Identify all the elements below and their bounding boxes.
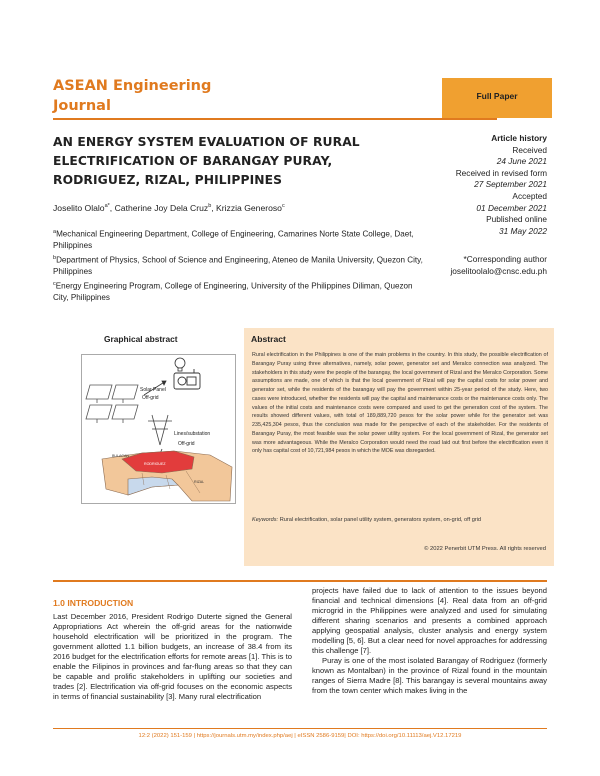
journal-name-line1: ASEAN Engineering — [53, 78, 212, 94]
graphical-abstract-svg — [82, 355, 235, 503]
published-date: 31 May 2022 — [499, 225, 547, 236]
ga-label-offgrid: Off-grid — [142, 395, 159, 401]
article-history — [420, 133, 547, 237]
abstract-heading: Abstract — [251, 334, 286, 344]
graphical-abstract-figure — [81, 354, 236, 504]
corresponding-label: *Corresponding author — [463, 254, 547, 264]
copyright-notice: © 2022 Penerbit UTM Press. All rights reserved — [424, 546, 546, 552]
author-sup: b — [208, 203, 212, 210]
affiliation-sup: b — [53, 255, 57, 261]
graphical-abstract-heading: Graphical abstract — [104, 334, 178, 344]
author-sup: c — [281, 203, 285, 210]
affiliation-b — [53, 253, 423, 278]
received-date: 24 June 2021 — [496, 156, 547, 167]
affiliation-a — [53, 227, 423, 252]
article-title: AN ENERGY SYSTEM EVALUATION OF RURAL ELECTRIFICATION OF BARANGAY PURAY, RODRIGUEZ, RIZAL, PHILIPPINES — [53, 135, 360, 187]
author-sup: a* — [104, 203, 110, 210]
generator-icon — [174, 369, 200, 389]
header-divider — [53, 118, 497, 120]
revised-date: 27 September 2021 — [474, 179, 547, 190]
affiliation-c — [53, 279, 423, 304]
paragraph: projects have failed due to lack of attention to the issues beyond financial and technical dimensions [4]. Real data from an off-grid microgrid in the Philippines were analyzed and used for simulating different sharing scenarios and presents a combined approach applying geospatial analysis, cluster analysis and energy system modelling [5, 6]. But a clear need for novel approaches for addressing this challenge [7]. — [312, 586, 547, 656]
affiliation-sup: a — [53, 229, 57, 235]
ga-label-distrib: Lines/substation — [174, 431, 211, 437]
body-column-left — [53, 612, 292, 702]
arrow-icon — [144, 381, 166, 463]
keywords-list: Rural electrification, solar panel utility system, generators system, on-grid, off grid — [279, 517, 482, 523]
accepted-label: Accepted — [512, 190, 547, 201]
affiliation-text: Energy Engineering Program, College of Engineering, University of the Philippines Diliman, Quezon City, Philippines — [53, 281, 413, 303]
keywords-label: Keywords: — [252, 517, 279, 523]
abstract-text: Rural electrification in the Philippines is one of the main problems in the country. In this study, the possible electrification of Barangay Puray using three alternatives, namely, solar power, generator set and Meralco connection was analyzed. The stakeholders in this study were the people of the barangay, the local government of Rizal and the Meralco Corporation. Some assumptions are made, one of which is that the local government of Rizal will pay the capital costs for solar power and generator set, while the residents of the barangay will pay the government within 25-year period of the study. Here, two cases were introduced, whether the residents will pay the capital and maintenance costs or the maintenance costs only. The values of the initial costs and maintenance costs were compared and used to get the generation cost of the system. The results showed different values, with total of 189,889,720 pesos for the solar power while for the generator set was 235,425,304 pesos, thus the conclusion was made for the perspective of each of the stakeholder. For the residents of Barangay Puray, the most feasible was the solar power utility system. For the local government of Rizal, the generator set was more advantageous. While the Meralco Corporation would need the road laid out first before the electrification even it only has capital cost of 10,721,984 pesos in which the MOE was disregarded. — [252, 352, 548, 455]
received-label: Received — [512, 144, 547, 155]
section-divider — [53, 580, 547, 582]
body-column-right — [312, 586, 547, 697]
paragraph: Puray is one of the most isolated Barangay of Rodriguez (formerly known as Montalban) in the province of Rizal found in the mountain ranges of Sierra Madre [8]. This barangay is several mountains away from the town center which makes living in the — [312, 656, 547, 696]
author-name: Krizzia Generoso — [216, 203, 282, 213]
author-list: Joselito Olalo$^{a*}$, Catherine Joy Dela Cruz$^b$, Krizzia Generoso$^c$ — [53, 203, 285, 213]
paragraph: Last December 2016, President Rodrigo Duterte signed the General Appropriations Act wherein the off-grid areas for the nationwide household electrification will be prioritized in the program. The government allotted 1.1 billion budgets, an increase of 38.4 from its 2016 budget for the electrification efforts for remote areas [1]. This is to enable the Filipinos in provinces and far-flung areas so that they can be capable and prolific stakeholders in uplifting our societies and trades [2]. Electrification via off-grid focuses on the economic aspects in terms of financial sustainability [3]. Many rural electrification — [53, 612, 292, 702]
journal-name-line2: Journal — [53, 98, 111, 114]
lightbulb-icon — [175, 358, 185, 371]
author-name: Catherine Joy Dela Cruz — [114, 203, 209, 213]
corresponding-email[interactable]: joselitoolalo@cnsc.edu.ph — [450, 265, 547, 276]
affiliation-sup: c — [53, 281, 56, 287]
accepted-date: 01 December 2021 — [476, 202, 547, 213]
transmission-tower-icon — [148, 415, 172, 445]
journal-name — [53, 76, 213, 116]
province-map — [102, 451, 232, 501]
footer-divider — [53, 728, 547, 729]
ga-label-offgrid2: Off-grid — [178, 441, 195, 447]
map-label-rizal: RIZAL — [194, 480, 205, 484]
abstract-box — [244, 328, 554, 566]
abstract-keywords — [252, 516, 548, 524]
affiliation-text: Department of Physics, School of Science and Engineering, Ateneo de Manila University, Quezon City, Philippines — [53, 255, 423, 277]
history-heading: Article history — [491, 133, 547, 143]
ga-label-solar: Solar Panel — [140, 387, 166, 393]
published-label: Published online — [486, 214, 547, 225]
page-footer: 12:2 (2022) 151-159 | https://journals.utm.my/index.php/aej | eISSN 2586-9159| DOI: https://doi.org/10.11113/aej.V12.17219 — [138, 733, 462, 739]
revised-label: Received in revised form — [455, 167, 547, 178]
corresponding-author — [410, 254, 547, 277]
paper-type-badge — [442, 78, 552, 118]
affiliation-text: Mechanical Engineering Department, College of Engineering, Camarines Norte State College, Daet, Philippines — [53, 229, 414, 251]
map-label-rodriguez: RODRIGUEZ — [144, 462, 166, 466]
paper-type-label: Full Paper — [476, 91, 518, 101]
section-heading: 1.0 INTRODUCTION — [53, 598, 134, 608]
author-name: Joselito Olalo — [53, 203, 105, 213]
map-label-bulacan: BULACAN — [112, 454, 129, 458]
solar-panel-icon — [86, 385, 138, 423]
